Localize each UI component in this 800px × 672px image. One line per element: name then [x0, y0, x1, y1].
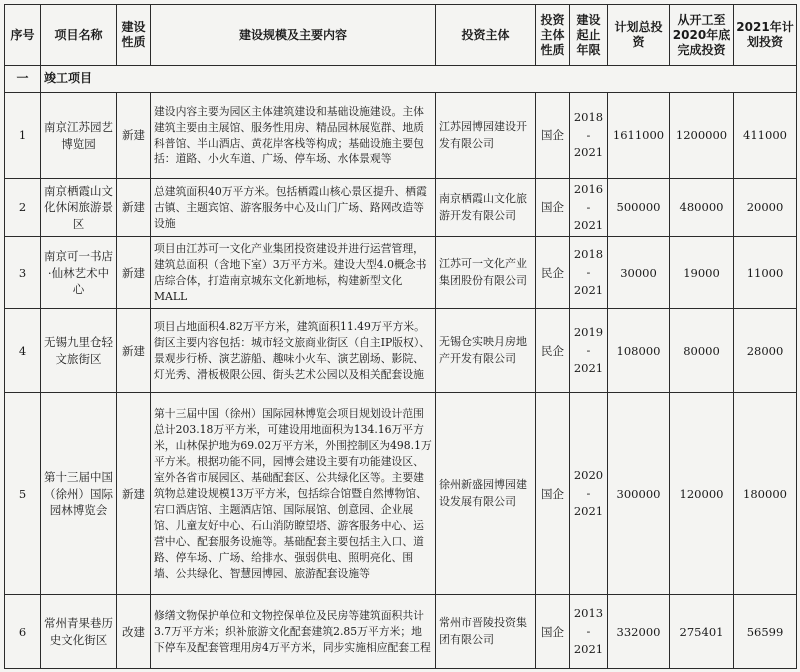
completed-investment: 480000 [670, 179, 734, 237]
construction-content: 第十三届中国（徐州）国际园林博览会项目规划设计范围总计203.18万平方米，可建设用地面积为134.16万平方米，山林保护地为69.02万平方米，外围控制区为498.1万平方米。根据功能不同，园博会建设主要有功能建设区、室外各省市展园区、基础配套区、公共绿化区等。主要建筑物总建设规模13万平方米，包括综合馆暨自然博物馆、宕口酒店馆、主题酒店馆、国际展馆、创意园、企业展馆、儿童友好中心、石山消防瞭望塔、游客服务中心、运营中心、配套服务设施等。基础配套主要包括主入口、道路、停车场、广场、给排水、强弱供电、照明亮化、围墙、公共绿化、智慧园博园、旅游配套设施等 [151, 393, 436, 595]
construction-nature: 新建 [117, 393, 151, 595]
header-no: 序号 [5, 5, 41, 66]
investor: 江苏可一文化产业集团股份有限公司 [436, 237, 536, 309]
total-investment: 332000 [608, 595, 670, 669]
row-number: 1 [5, 93, 41, 179]
total-investment: 300000 [608, 393, 670, 595]
year-separator: - [586, 343, 591, 358]
header-nature: 建设性质 [117, 5, 151, 66]
total-investment: 1611000 [608, 93, 670, 179]
construction-content: 项目占地面积4.82万平方米，建筑面积11.49万平方米。街区主要内容包括：城市轻文旅商业街区（自主IP版权）、景观步行桥、演艺游船、趣味小火车、演艺剧场、影院、灯光秀、滑板极限公园、街头艺术公园以及相关配套设施 [151, 309, 436, 393]
section-number: 一 [5, 66, 41, 93]
construction-content: 项目由江苏可一文化产业集团投资建设并进行运营管理，建筑总面积（含地下室）3万平方米。建设大型4.0概念书店综合体，打造南京城东文化新地标，构建新型文化 MALL [151, 237, 436, 309]
completed-investment: 120000 [670, 393, 734, 595]
year-separator: - [586, 486, 591, 501]
investor-nature: 国企 [536, 393, 570, 595]
construction-content: 修缮文物保护单位和文物控保单位及民房等建筑面积共计3.7万平方米；织补旅游文化配套建筑2.85万平方米；地下停车及配套管理用房4万平方米，同步实施相应配套工程 [151, 595, 436, 669]
header-period: 建设起止年限 [570, 5, 608, 66]
row-number: 2 [5, 179, 41, 237]
project-name: 第十三届中国（徐州）国际园林博览会 [41, 393, 117, 595]
start-year: 2018 [573, 109, 604, 124]
project-name: 南京江苏园艺博览园 [41, 93, 117, 179]
row-number: 4 [5, 309, 41, 393]
completed-investment: 80000 [670, 309, 734, 393]
construction-nature: 新建 [117, 237, 151, 309]
year-separator: - [586, 265, 591, 280]
header-name: 项目名称 [41, 5, 117, 66]
construction-period [570, 237, 608, 309]
section-row [5, 66, 797, 93]
investor-nature: 国企 [536, 179, 570, 237]
start-year: 2019 [573, 325, 604, 340]
total-investment: 500000 [608, 179, 670, 237]
header-investor: 投资主体 [436, 5, 536, 66]
investor: 南京栖霞山文化旅游开发有限公司 [436, 179, 536, 237]
project-table [4, 4, 797, 669]
year-separator: - [586, 199, 591, 214]
construction-nature: 新建 [117, 93, 151, 179]
row-number: 5 [5, 393, 41, 595]
plan-2021-investment: 56599 [734, 595, 797, 669]
project-name: 南京可一书店·仙林艺术中心 [41, 237, 117, 309]
investor-nature: 民企 [536, 237, 570, 309]
construction-nature: 新建 [117, 309, 151, 393]
table-row [5, 237, 797, 309]
completed-investment: 19000 [670, 237, 734, 309]
end-year: 2021 [573, 282, 604, 297]
construction-nature: 新建 [117, 179, 151, 237]
completed-investment: 1200000 [670, 93, 734, 179]
plan-2021-investment: 180000 [734, 393, 797, 595]
start-year: 2018 [573, 247, 604, 262]
investor: 徐州新盛园博园建设发展有限公司 [436, 393, 536, 595]
table-row [5, 93, 797, 179]
investor: 常州市晋陵投资集团有限公司 [436, 595, 536, 669]
construction-nature: 改建 [117, 595, 151, 669]
project-name: 无锡九里仓轻文旅街区 [41, 309, 117, 393]
construction-content: 建设内容主要为园区主体建筑建设和基础设施建设。主体建筑主要由主展馆、服务性用房、精品园林展览群、地质科普馆、半山酒店、黄花岸客栈等构成；基础设施主要包括：道路、小火车道、广场、停车场、水体景观等 [151, 93, 436, 179]
section-title: 竣工项目 [41, 66, 797, 93]
completed-investment: 275401 [670, 595, 734, 669]
year-separator: - [586, 624, 591, 639]
header-completed: 从开工至2020年底完成投资 [670, 5, 734, 66]
row-number: 6 [5, 595, 41, 669]
row-number: 3 [5, 237, 41, 309]
header-content: 建设规模及主要内容 [151, 5, 436, 66]
total-investment: 30000 [608, 237, 670, 309]
plan-2021-investment: 11000 [734, 237, 797, 309]
project-name: 南京栖霞山文化休闲旅游景区 [41, 179, 117, 237]
construction-period [570, 93, 608, 179]
header-total: 计划总投资 [608, 5, 670, 66]
end-year: 2021 [573, 503, 604, 518]
start-year: 2013 [573, 606, 604, 621]
start-year: 2016 [573, 182, 604, 196]
project-table-sheet [4, 4, 796, 669]
construction-period [570, 595, 608, 669]
table-row [5, 393, 797, 595]
plan-2021-investment: 28000 [734, 309, 797, 393]
total-investment: 108000 [608, 309, 670, 393]
end-year: 2021 [573, 145, 604, 160]
plan-2021-investment: 411000 [734, 93, 797, 179]
construction-period [570, 393, 608, 595]
header-investor-nature: 投资主体性质 [536, 5, 570, 66]
end-year: 2021 [573, 641, 604, 656]
construction-content: 总建筑面积40万平方米。包括栖霞山核心景区提升、栖霞古镇、主题宾馆、游客服务中心及山门广场、路网改造等设施 [151, 179, 436, 237]
investor: 无锡仓实映月房地产开发有限公司 [436, 309, 536, 393]
year-separator: - [586, 127, 591, 142]
investor-nature: 民企 [536, 309, 570, 393]
header-plan-2021: 2021年计划投资 [734, 5, 797, 66]
table-row [5, 595, 797, 669]
investor: 江苏园博园建设开发有限公司 [436, 93, 536, 179]
plan-2021-investment: 20000 [734, 179, 797, 237]
project-name: 常州青果巷历史文化街区 [41, 595, 117, 669]
table-row [5, 179, 797, 237]
header-row [5, 5, 797, 66]
start-year: 2020 [573, 468, 604, 483]
construction-period [570, 309, 608, 393]
investor-nature: 国企 [536, 595, 570, 669]
end-year: 2021 [573, 360, 604, 375]
end-year: 2021 [573, 217, 604, 232]
table-row [5, 309, 797, 393]
investor-nature: 国企 [536, 93, 570, 179]
construction-period [570, 179, 608, 237]
